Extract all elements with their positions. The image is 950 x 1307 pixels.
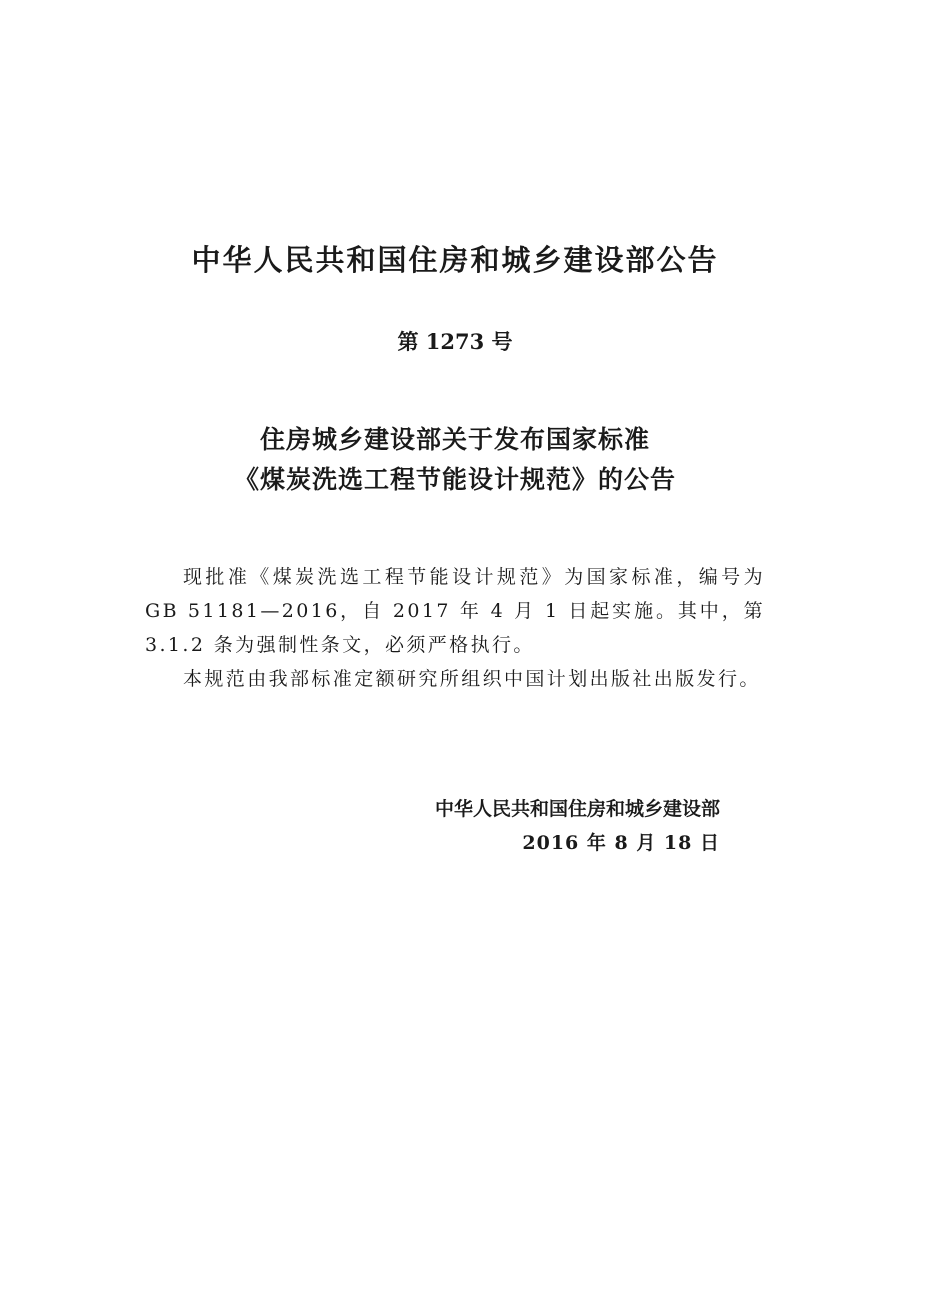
body-paragraph-1: 现批准《煤炭洗选工程节能设计规范》为国家标准，编号为GB 51181—2016，自 2017 年 4 月 1 日起实施。其中，第 3.1.2 条为强制性条文，必须严格执行。 <box>145 566 765 656</box>
notice-title: 中华人民共和国住房和城乡建设部公告 <box>191 243 719 277</box>
body-paragraph-2: 本规范由我部标准定额研究所组织中国计划出版社出版发行。 <box>183 668 761 690</box>
issue-date: 2016 年 8 月 18 日 <box>522 832 720 854</box>
notice-heading-line-1: 住房城乡建设部关于发布国家标准 <box>259 425 650 454</box>
notice-number: 第 1273 号 <box>397 329 513 354</box>
issuer-name: 中华人民共和国住房和城乡建设部 <box>434 798 720 820</box>
signature-block <box>300 792 720 860</box>
notice-body <box>145 560 765 696</box>
notice-heading-line-2: 《煤炭洗选工程节能设计规范》的公告 <box>233 465 676 494</box>
notice-heading <box>0 420 910 500</box>
